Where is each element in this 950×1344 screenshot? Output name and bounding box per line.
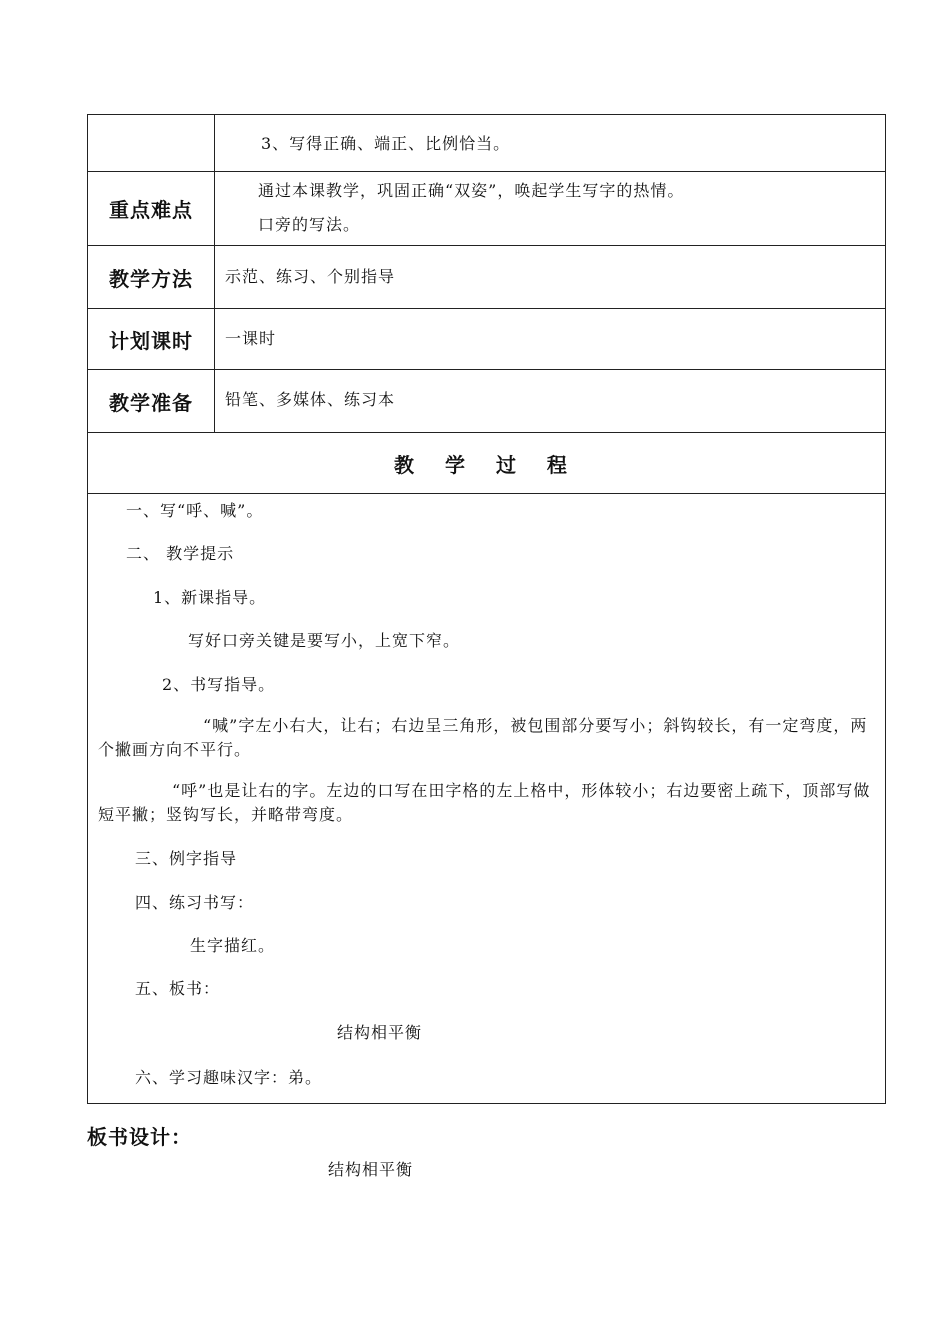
method-label: 教学方法	[88, 246, 215, 308]
hours-label: 计划课时	[88, 309, 215, 369]
process-line: 五、板书：	[135, 979, 221, 998]
process-line: 一、写“呼、喊”。	[126, 501, 264, 520]
hours-row	[88, 309, 885, 370]
method-cell	[215, 246, 885, 308]
process-row	[88, 433, 885, 1103]
objective-label	[88, 115, 215, 171]
key-points-line-1: 通过本课教学，巩固正确“双姿”，唤起学生写字的热情。	[258, 181, 685, 200]
prep-text: 铅笔、多媒体、练习本	[225, 390, 396, 409]
prep-label: 教学准备	[88, 370, 215, 432]
method-row	[88, 246, 885, 309]
board-design-text: 结构相平衡	[328, 1160, 414, 1179]
process-line: 结构相平衡	[337, 1023, 423, 1042]
process-line: 1、新课指导。	[153, 588, 267, 607]
process-line: 写好口旁关键是要写小，上宽下窄。	[188, 631, 461, 650]
hours-text: 一课时	[225, 329, 277, 348]
key-points-cell	[215, 172, 885, 245]
process-line: 生字描红。	[190, 936, 276, 955]
prep-row	[88, 370, 885, 433]
key-points-row	[88, 172, 885, 246]
process-heading: 教 学 过 程	[88, 433, 885, 494]
method-text: 示范、练习、个别指导	[225, 267, 396, 286]
process-paragraph: “呼”也是让右的字。左边的口写在田字格的左上格中，形体较小；右边要密上疏下，顶部写做短平撇；竖钩写长，并略带弯度。	[98, 781, 871, 824]
lesson-plan-table	[87, 114, 886, 1104]
objective-row	[88, 115, 885, 172]
process-line: 三、例字指导	[135, 849, 238, 868]
prep-cell	[215, 370, 885, 432]
objective-line: 3、写得正确、端正、比例恰当。	[261, 134, 511, 153]
process-line: 二、 教学提示	[126, 544, 235, 563]
process-body	[88, 494, 885, 1103]
objective-cell	[215, 115, 885, 171]
process-line: 2、书写指导。	[162, 675, 276, 694]
hours-cell	[215, 309, 885, 369]
key-points-label: 重点难点	[88, 172, 215, 245]
board-design-title: 板书设计：	[87, 1125, 192, 1149]
process-line: 四、练习书写：	[135, 893, 255, 912]
process-paragraph: “喊”字左小右大，让右；右边呈三角形，被包围部分要写小；斜钩较长，有一定弯度，两个撇画方向不平行。	[98, 716, 868, 759]
key-points-line-2: 口旁的写法。	[258, 215, 361, 234]
process-line: 六、学习趣味汉字：弟。	[135, 1068, 323, 1087]
